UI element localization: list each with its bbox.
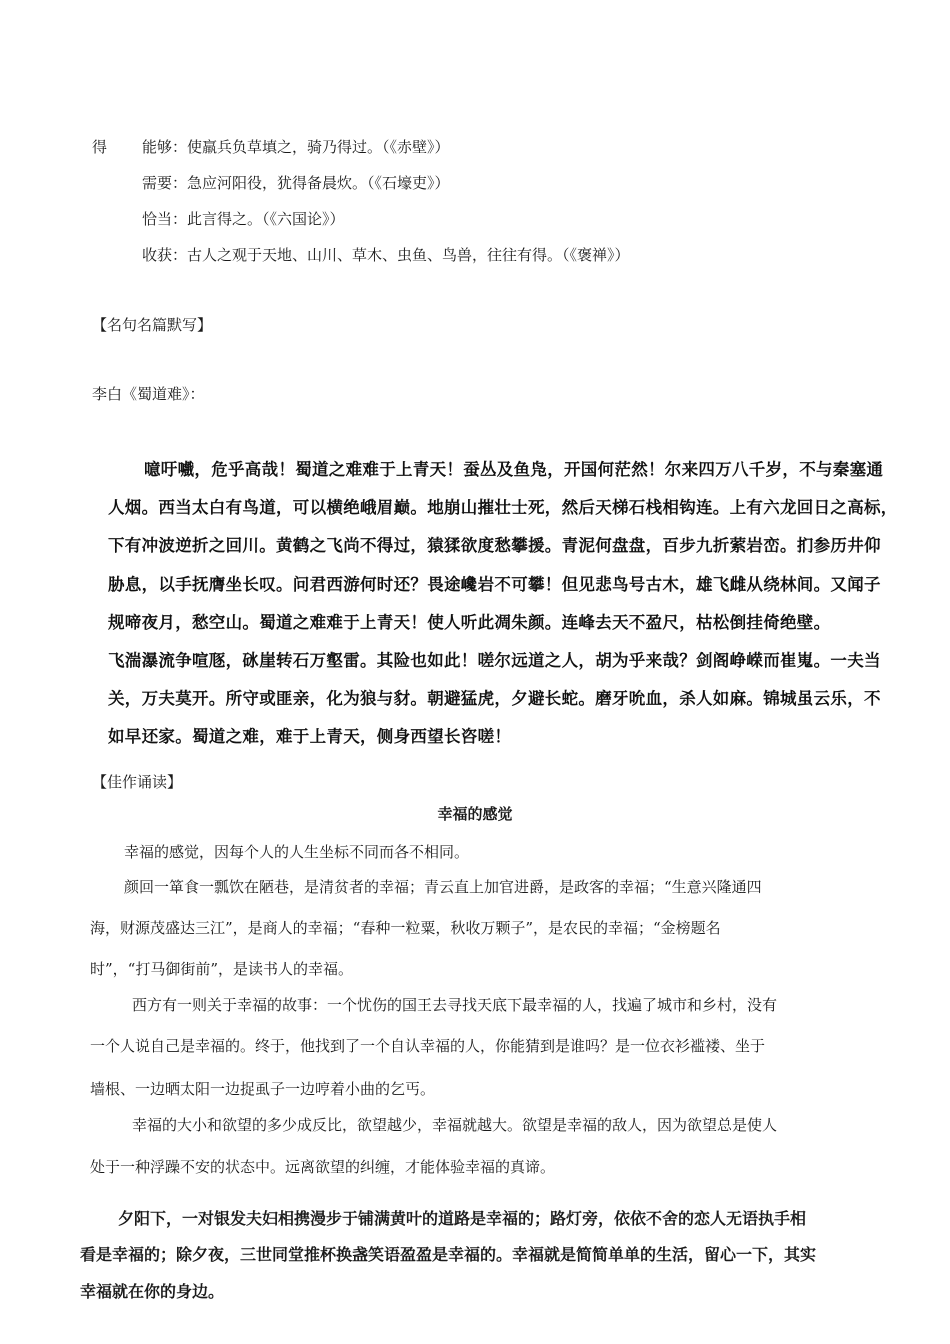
essay-line: 时”，“打马御街前”，是读书人的幸福。 xyxy=(90,960,354,978)
essay-title: 幸福的感觉 xyxy=(437,805,513,823)
essay-line: 一个人说自己是幸福的。终于，他找到了一个自认幸福的人，你能猜到是谁吗？是一位衣衫褴褛、坐于 xyxy=(90,1037,766,1055)
vocab-sense: 恰当：此言得之。（《六国论》） xyxy=(142,210,345,228)
essay-line: 幸福的感觉，因每个人的人生坐标不同而各不相同。 xyxy=(124,843,470,861)
poem-line: 规啼夜月，愁空山。蜀道之难难于上青天！使人听此凋朱颜。连峰去天不盈尺，枯松倒挂倚绝壁。 xyxy=(108,613,831,632)
poem-line: 关，万夫莫开。所守或匪亲，化为狼与豺。朝避猛虎，夕避长蛇。磨牙吮血，杀人如麻。锦城虽云乐，不 xyxy=(108,689,881,708)
essay-line: 幸福的大小和欲望的多少成反比，欲望越少，幸福就越大。欲望是幸福的敌人，因为欲望总是使人 xyxy=(132,1116,778,1134)
closing-line: 夕阳下，一对银发夫妇相携漫步于铺满黄叶的道路是幸福的；路灯旁，依依不舍的恋人无语执手相 xyxy=(118,1209,807,1228)
closing-line: 幸福就在你的身边。 xyxy=(80,1282,225,1301)
essay-line: 西方有一则关于幸福的故事：一个忧伤的国王去寻找天底下最幸福的人，找遍了城市和乡村，没有 xyxy=(132,996,778,1014)
vocab-sense: 需要：急应河阳役，犹得备晨炊。（《石壕吏》） xyxy=(142,174,450,192)
poem-line: 噫吁嚱，危乎高哉！蜀道之难难于上青天！蚕丛及鱼凫，开国何茫然！尔来四万八千岁，不与秦塞通 xyxy=(144,460,884,479)
closing-line: 看是幸福的；除夕夜，三世同堂推杯换盏笑语盈盈是幸福的。幸福就是简简单单的生活，留心一下，其实 xyxy=(80,1245,817,1264)
section-heading-essay: 【佳作诵读】 xyxy=(92,773,183,791)
section-heading-recite: 【名句名篇默写】 xyxy=(92,316,213,334)
essay-line: 处于一种浮躁不安的状态中。远离欲望的纠缠，才能体验幸福的真谛。 xyxy=(90,1158,556,1176)
vocab-sense: 收获：古人之观于天地、山川、草木、虫鱼、鸟兽，往往有得。（《褒禅》） xyxy=(142,246,630,264)
poem-line: 下有冲波逆折之回川。黄鹤之飞尚不得过，猿猱欲度愁攀援。青泥何盘盘，百步九折萦岩峦。扪参历井仰 xyxy=(108,536,881,555)
poem-line: 飞湍瀑流争喧豗，砯崖转石万壑雷。其险也如此！嗟尔远道之人，胡为乎来哉？剑阁峥嵘而崔嵬。一夫当 xyxy=(108,651,881,670)
essay-line: 颜回一箪食一瓢饮在陋巷，是清贫者的幸福；青云直上加官进爵，是政客的幸福；“生意兴隆通四 xyxy=(124,878,762,896)
essay-line: 墙根、一边晒太阳一边捉虱子一边哼着小曲的乞丐。 xyxy=(90,1080,436,1098)
poem-line: 胁息，以手抚膺坐长叹。问君西游何时还？畏途巉岩不可攀！但见悲鸟号古木，雄飞雌从绕林间。又闻子 xyxy=(108,575,881,594)
poem-line: 如早还家。蜀道之难，难于上青天，侧身西望长咨嗟！ xyxy=(108,727,512,746)
essay-line: 海，财源茂盛达三江”，是商人的幸福；“春种一粒粟，秋收万颗子”，是农民的幸福；“金榜题名 xyxy=(90,919,721,937)
vocab-sense: 能够：使羸兵负草填之，骑乃得过。（《赤壁》） xyxy=(142,138,450,156)
poem-author-line: 李白《蜀道难》： xyxy=(92,385,205,403)
vocab-headword: 得 xyxy=(92,138,108,156)
poem-line: 人烟。西当太白有鸟道，可以横绝峨眉巅。地崩山摧壮士死，然后天梯石栈相钩连。上有六龙回日之高标， xyxy=(108,498,898,517)
